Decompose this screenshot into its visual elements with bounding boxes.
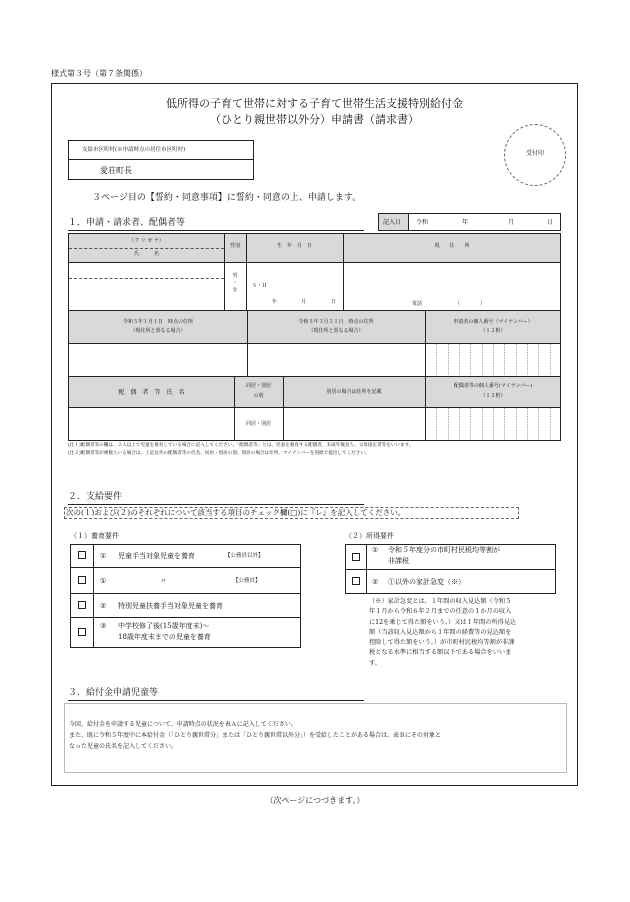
entry-date-month: 月 bbox=[508, 219, 515, 226]
support-item-2-tag: 【公務員】 bbox=[233, 578, 261, 584]
phone-field[interactable]: （ ） bbox=[455, 301, 486, 307]
name-header: 氏 名 bbox=[133, 251, 159, 257]
support-item-2-text: 〃 bbox=[160, 577, 167, 585]
income-requirement-title: （２）所得要件 bbox=[345, 532, 394, 540]
support-item-1-text: 児童手当対象児童を養育 bbox=[118, 552, 195, 560]
spouse-mynumber-note: （１２桁） bbox=[480, 393, 506, 399]
income-item-1-text2: 非課税 bbox=[388, 557, 409, 565]
section1-heading: １．申請・請求者、配偶者等 bbox=[68, 218, 186, 228]
section3-text-3: なった児童の氏名を記入してください。 bbox=[69, 743, 178, 750]
section2-heading: ２．支給要件 bbox=[68, 492, 123, 502]
address-jan1-header: 令和５年１月１日 時点の住所 bbox=[122, 319, 193, 325]
income-item-1-checkbox[interactable] bbox=[352, 553, 360, 561]
entry-date-day: 日 bbox=[547, 219, 554, 226]
furigana-header: （フ リ ガ ナ） bbox=[129, 238, 164, 244]
spouse-mynumber-header: 配偶者等の個人番号(マイナンバー) bbox=[453, 383, 533, 389]
birth-day-label: 日 bbox=[331, 299, 337, 305]
spouse-name-header: 配 偶 者 等 氏 名 bbox=[118, 389, 185, 396]
form-title-line2: （ひとり親世帯以外分）申請書（請求書） bbox=[210, 113, 419, 126]
entry-date-label: 記入日 bbox=[383, 219, 402, 226]
phone-label: 電話 bbox=[412, 301, 423, 307]
cohab-field[interactable]: 同居・別居 bbox=[245, 421, 271, 427]
gender-female[interactable]: 女 bbox=[232, 287, 238, 293]
gender-separator: ・ bbox=[232, 280, 238, 286]
birth-era[interactable]: Ｓ・Ｈ bbox=[252, 283, 268, 289]
entry-date-era: 令和 bbox=[416, 219, 429, 226]
note-1: (注１)配偶者等の欄は、２人以上で児童を養育している場合に記入してください。「配偶者等」とは、児童を養育する配偶者、未成年後見人、父母指定者等をいいます。 bbox=[68, 443, 414, 448]
cohab-header-sub: の別 bbox=[253, 393, 264, 399]
address-mar31-field[interactable] bbox=[248, 344, 425, 376]
support-item-4-num: ③ bbox=[100, 622, 107, 630]
birthdate-header: 生 年 月 日 bbox=[276, 243, 312, 249]
support-item-3-num: ② bbox=[100, 602, 107, 610]
address-header: 現 住 所 bbox=[434, 243, 470, 249]
income-item-2-num: ② bbox=[372, 578, 379, 586]
income-item-2-checkbox[interactable] bbox=[352, 577, 360, 585]
support-item-2-checkbox[interactable] bbox=[78, 576, 86, 584]
address-mar31-note: （現住所と異なる場合） bbox=[308, 328, 364, 334]
mynumber-digit-grid bbox=[425, 343, 561, 441]
reception-stamp-label: 受付印 bbox=[525, 150, 544, 157]
income-item-1-text: 令和５年度分の市町村民税均等割が bbox=[388, 546, 500, 554]
support-item-2-num: ① bbox=[100, 577, 107, 585]
entry-date-year: 年 bbox=[462, 219, 469, 226]
municipality-value[interactable]: 愛荘町長 bbox=[100, 166, 132, 175]
support-item-4-checkbox[interactable] bbox=[78, 628, 86, 636]
support-item-4-text: 中学校修了後(15歳年度末)～ bbox=[118, 622, 210, 630]
address-mar31-header: 令和５年３月３１日 時点の住所 bbox=[298, 319, 374, 325]
mynumber-header: 申請者の個人番号（マイナンバー） bbox=[453, 319, 533, 325]
mynumber-digits-note: （１２桁） bbox=[480, 328, 506, 334]
support-requirement-title: （１）養育要件 bbox=[70, 532, 119, 540]
support-item-3-text: 特別児童扶養手当対象児童を養育 bbox=[118, 602, 223, 610]
municipality-label: 支給市区町村(※申請時点の居住市区町村) bbox=[82, 147, 186, 153]
address-jan1-note: （現住所と異なる場合） bbox=[130, 328, 186, 334]
support-item-3-checkbox[interactable] bbox=[78, 601, 86, 609]
gender-male[interactable]: 男 bbox=[232, 273, 238, 279]
support-item-1-tag: 【公務員以外】 bbox=[225, 553, 264, 559]
form-reference: 様式第３号（第７条関係） bbox=[51, 69, 147, 78]
support-item-1-num: ① bbox=[100, 552, 107, 560]
separate-address-header: 別居の場合は住所を記載 bbox=[326, 389, 382, 395]
spouse-name-field[interactable] bbox=[69, 408, 234, 440]
section3-text-1: 今回、給付金を申請する児童について、申請時点の状況を表Ａに記入してください。 bbox=[69, 721, 297, 728]
note-2: (注２)配偶者等が複数人いる場合は、上記以外の配偶者等の氏名、同居・別居の別、別居の場合は住所、マイナンバーを別紙で提出してください。 bbox=[68, 451, 370, 456]
instruction-text: 次の(１)および(２)のそれぞれについて該当する項目のチェック欄(□)に『レ』を記入してください。 bbox=[66, 508, 406, 517]
footer-continued: （次ページにつづきます。） bbox=[265, 796, 365, 805]
income-note: （※）家計急変とは、１年間の収入見込額（令和５ 年１月から令和６年２月までの任意の１か月の収入 に12を乗じて得た額をいう。）又は１年間の所得見込 額（当該収入見込額から１年間の経費等の見込額を 控除して得た額をいう。）が市町村民税均等割が非課 税となる水準に相当する額以下である場合をいいま す。 bbox=[369, 598, 517, 667]
income-item-2-text: ①以外の家計急変（※） bbox=[388, 578, 465, 586]
support-item-4-text2: 18歳年度末までの児童を養育 bbox=[118, 633, 211, 641]
birth-month-label: 月 bbox=[301, 299, 307, 305]
current-address-field[interactable] bbox=[344, 263, 560, 310]
gender-header: 性別 bbox=[229, 243, 240, 249]
applicant-name-field[interactable] bbox=[69, 263, 224, 310]
consent-note: ３ページ目の【誓約・同意事項】に誓約・同意の上、申請します。 bbox=[92, 193, 362, 203]
birth-year-label: 年 bbox=[272, 299, 278, 305]
section3-heading: ３．給付金申請児童等 bbox=[68, 688, 159, 698]
section3-text-2: また、既に令和５年度中に本給付金（「ひとり親世帯分」または「ひとり親世帯以外分」）を受給したことがある場合は、表Ｂにその対象と bbox=[69, 732, 442, 739]
municipality-box bbox=[68, 140, 254, 180]
address-jan1-field[interactable] bbox=[69, 344, 247, 376]
form-title-line1: 低所得の子育て世帯に対する子育て世帯生活支援特別給付金 bbox=[166, 97, 463, 110]
spouse-address-field[interactable] bbox=[284, 408, 425, 440]
cohab-header: 同居・別居 bbox=[245, 383, 271, 389]
income-item-1-num: ① bbox=[372, 546, 379, 554]
support-item-1-checkbox[interactable] bbox=[78, 551, 86, 559]
